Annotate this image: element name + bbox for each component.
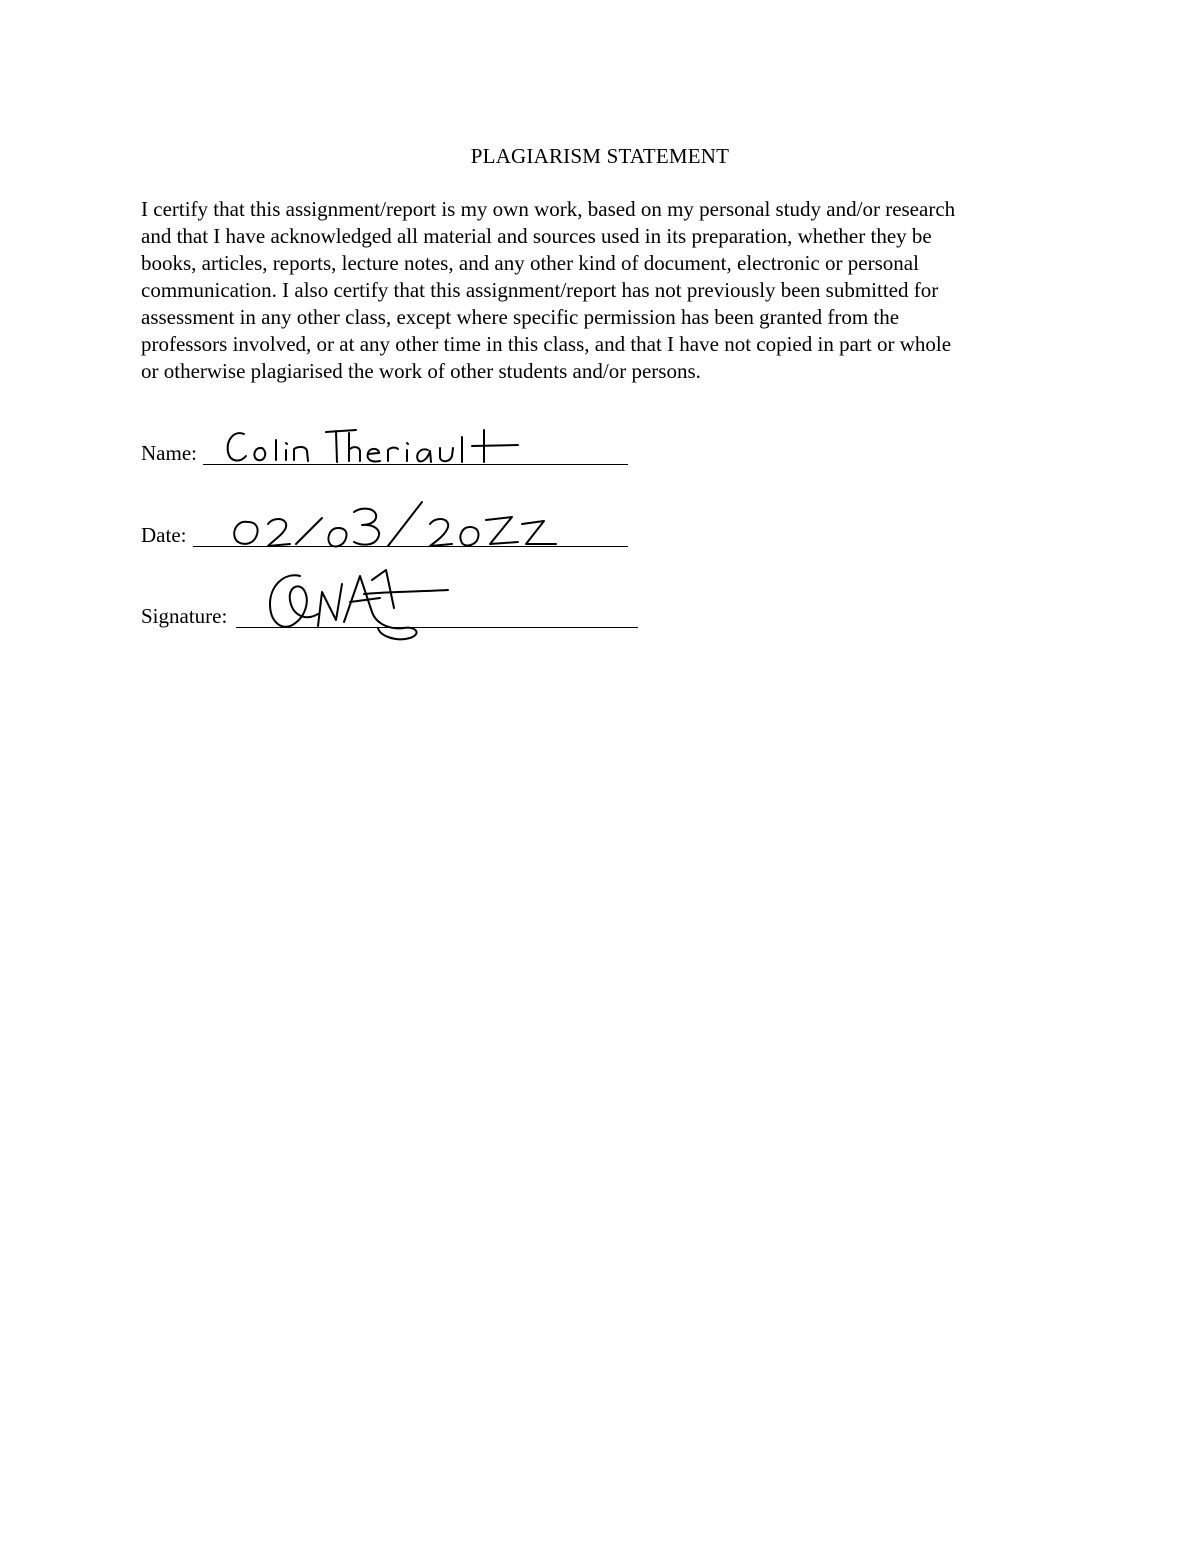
statement-line: books, articles, reports, lecture notes, and any other kind of document, electronic or personal (141, 251, 919, 275)
statement-line: and that I have acknowledged all material and sources used in its preparation, whether they be (141, 224, 932, 248)
signature-label: Signature: (141, 604, 228, 628)
document-title: PLAGIARISM STATEMENT (470, 144, 730, 168)
handwritten-date (226, 494, 566, 552)
statement-line: communication. I also certify that this assignment/report has not previously been submitted for (141, 278, 939, 302)
statement-line: assessment in any other class, except where specific permission has been granted from the (141, 305, 900, 329)
date-label: Date: (141, 523, 187, 547)
handwritten-signature (260, 562, 460, 644)
handwritten-name (218, 418, 528, 468)
statement-paragraph (141, 196, 1071, 385)
statement-line: I certify that this assignment/report is my own work, based on my personal study and/or research (141, 197, 956, 221)
name-label: Name: (141, 441, 197, 465)
statement-line: professors involved, or at any other time in this class, and that I have not copied in part or whole (141, 332, 952, 356)
statement-line: or otherwise plagiarised the work of other students and/or persons. (141, 359, 701, 383)
